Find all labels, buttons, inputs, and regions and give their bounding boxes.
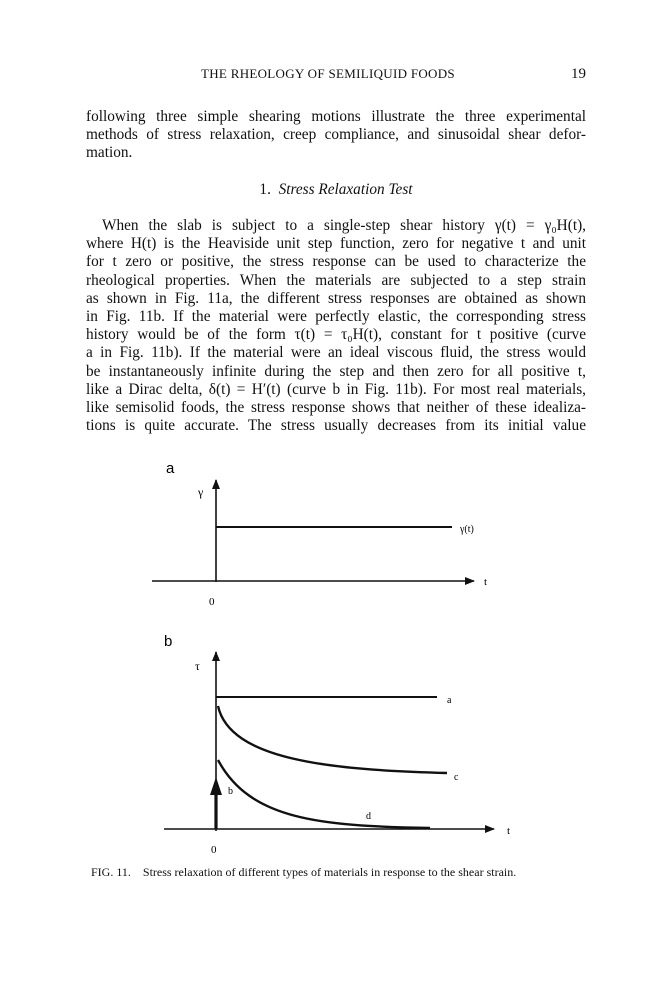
paragraph-1: [86, 108, 586, 163]
panel-a-x-axis-label: t: [484, 576, 488, 588]
text-line: rheological properties. When the materials are subjected to a step strain: [86, 271, 586, 289]
caption-text: Stress relaxation of different types of materials in response to the shear strain.: [142, 865, 517, 879]
text-line: for t zero or positive, the stress response can be used to characterize the: [86, 253, 586, 271]
page-header: [86, 66, 586, 86]
section-heading: [86, 181, 586, 199]
section-number: 1.: [259, 181, 271, 198]
panel-a-label: a: [166, 460, 175, 477]
section-title: Stress Relaxation Test: [278, 181, 413, 198]
curve-c-label: c: [454, 772, 459, 783]
curve-d-relaxation: [218, 760, 430, 828]
text-line: where H(t) is the Heaviside unit step function, zero for negative t and unit: [86, 235, 586, 253]
page-number: 19: [571, 66, 586, 82]
panel-a: [152, 460, 487, 608]
panel-b-x-axis-label: t: [507, 825, 511, 837]
text-line: mation.: [86, 144, 133, 162]
panel-a-curve-label: γ(t): [460, 524, 474, 535]
panel-b-y-axis-label: τ: [195, 659, 200, 673]
curve-b-label: b: [228, 786, 233, 797]
curve-c-relaxation: [218, 706, 447, 773]
text-line: When the slab is subject to a single-step shear history γ(t) = γ₀H(t),: [102, 217, 586, 234]
panel-a-y-axis-label: γ: [198, 485, 204, 499]
text-line: as shown in Fig. 11a, the different stress responses are obtained as shown: [86, 289, 586, 307]
figure-caption: [91, 865, 591, 880]
paragraph-2: [86, 217, 586, 435]
curve-a-label: a: [447, 695, 452, 706]
text-line: history would be of the form τ(t) = τ₀H(t), constant for t positive (curve: [86, 326, 586, 344]
running-head: THE RHEOLOGY OF SEMILIQUID FOODS: [201, 66, 455, 81]
curve-b-arrowhead: [210, 777, 222, 795]
text-line: a in Fig. 11b). If the material were an ideal viscous fluid, the stress would: [86, 344, 586, 362]
panel-a-origin-label: 0: [209, 596, 215, 608]
text-line: like semisolid foods, the stress response shows that neither of these idealiza-: [86, 399, 586, 417]
text-line: following three simple shearing motions illustrate the three experimental: [86, 108, 586, 125]
panel-b: [164, 633, 510, 856]
panel-b-origin-label: 0: [211, 844, 217, 856]
text-line: be instantaneously infinite during the step and then zero for all positive t,: [86, 362, 586, 380]
curve-d-label: d: [366, 811, 371, 822]
text-line: tions is quite accurate. The stress usually decreases from its initial value: [86, 417, 586, 435]
text-line: methods of stress relaxation, creep compliance, and sinusoidal shear defor-: [86, 126, 586, 144]
text-line: like a Dirac delta, δ(t) = H′(t) (curve b in Fig. 11b). For most real materials,: [86, 380, 586, 398]
text-line: in Fig. 11b. If the material were perfectly elastic, the corresponding stress: [86, 308, 586, 326]
panel-b-label: b: [164, 633, 173, 650]
caption-label: FIG. 11.: [91, 865, 131, 879]
